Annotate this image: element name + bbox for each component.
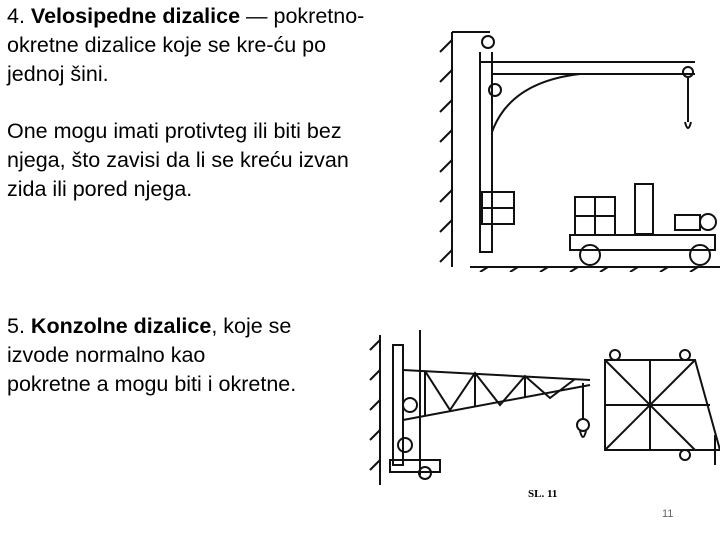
page-number: 11 (662, 508, 674, 520)
lower-pulley-icon (398, 438, 412, 452)
section-4-title: Velosipedne dizalice (30, 4, 241, 28)
console-crane-drawing (365, 325, 720, 505)
truss-diagonals (425, 371, 575, 410)
jib-pulley-icon (489, 84, 501, 96)
truss-bottom (403, 385, 590, 420)
figure-caption: SL. 11 (528, 488, 558, 500)
wheel-right-icon (690, 245, 710, 265)
bottom-wheel-icon (680, 450, 690, 460)
motor-box (675, 215, 700, 230)
section-4-line-4: One mogu imati protivteg ili biti bez (7, 119, 342, 143)
top-pulley-icon (482, 36, 494, 48)
hook-icon (685, 122, 691, 128)
section-4-number: 4. (7, 4, 25, 28)
section-5-text (7, 312, 296, 399)
section-5-number: 5. (7, 314, 25, 338)
trolley-icon (683, 67, 693, 77)
truss-top (403, 370, 590, 380)
section-5-title: Konzolne dizalice (30, 314, 212, 338)
wall-hatch (440, 40, 452, 262)
section-4-line-6: zida ili pored njega. (7, 177, 193, 201)
section-4-line-1-rest: — pokretno- (240, 4, 365, 28)
wheel-left-icon (580, 245, 600, 265)
section-5-line-2: izvode normalno kao (7, 343, 206, 367)
jib-pulley-icon (403, 398, 417, 412)
wall-hatch (370, 340, 380, 470)
section-5-line-1-rest: , koje se (211, 314, 292, 338)
top-right-wheel-icon (680, 350, 690, 360)
section-4-note (7, 117, 349, 204)
section-4-line-2: okretne dizalice koje se kre-ću po (7, 33, 327, 57)
section-4-line-3: jednoj šini. (7, 62, 109, 86)
hook-block-icon (577, 419, 589, 431)
section-5-line-3: pokretne a mogu biti i okretne. (7, 372, 297, 396)
column-base (480, 224, 492, 252)
section-4-line-1 (7, 2, 364, 31)
top-left-wheel-icon (610, 350, 620, 360)
carriage-tower (635, 184, 653, 234)
velocipede-crane-drawing (430, 12, 720, 272)
section-4-line-5: njega, što zavisi da li se kreću izvan (7, 148, 349, 172)
drive-wheel-icon (700, 214, 716, 230)
section-5-line-1 (7, 312, 296, 341)
jib-strut (492, 74, 580, 132)
section-4-text (7, 2, 364, 89)
